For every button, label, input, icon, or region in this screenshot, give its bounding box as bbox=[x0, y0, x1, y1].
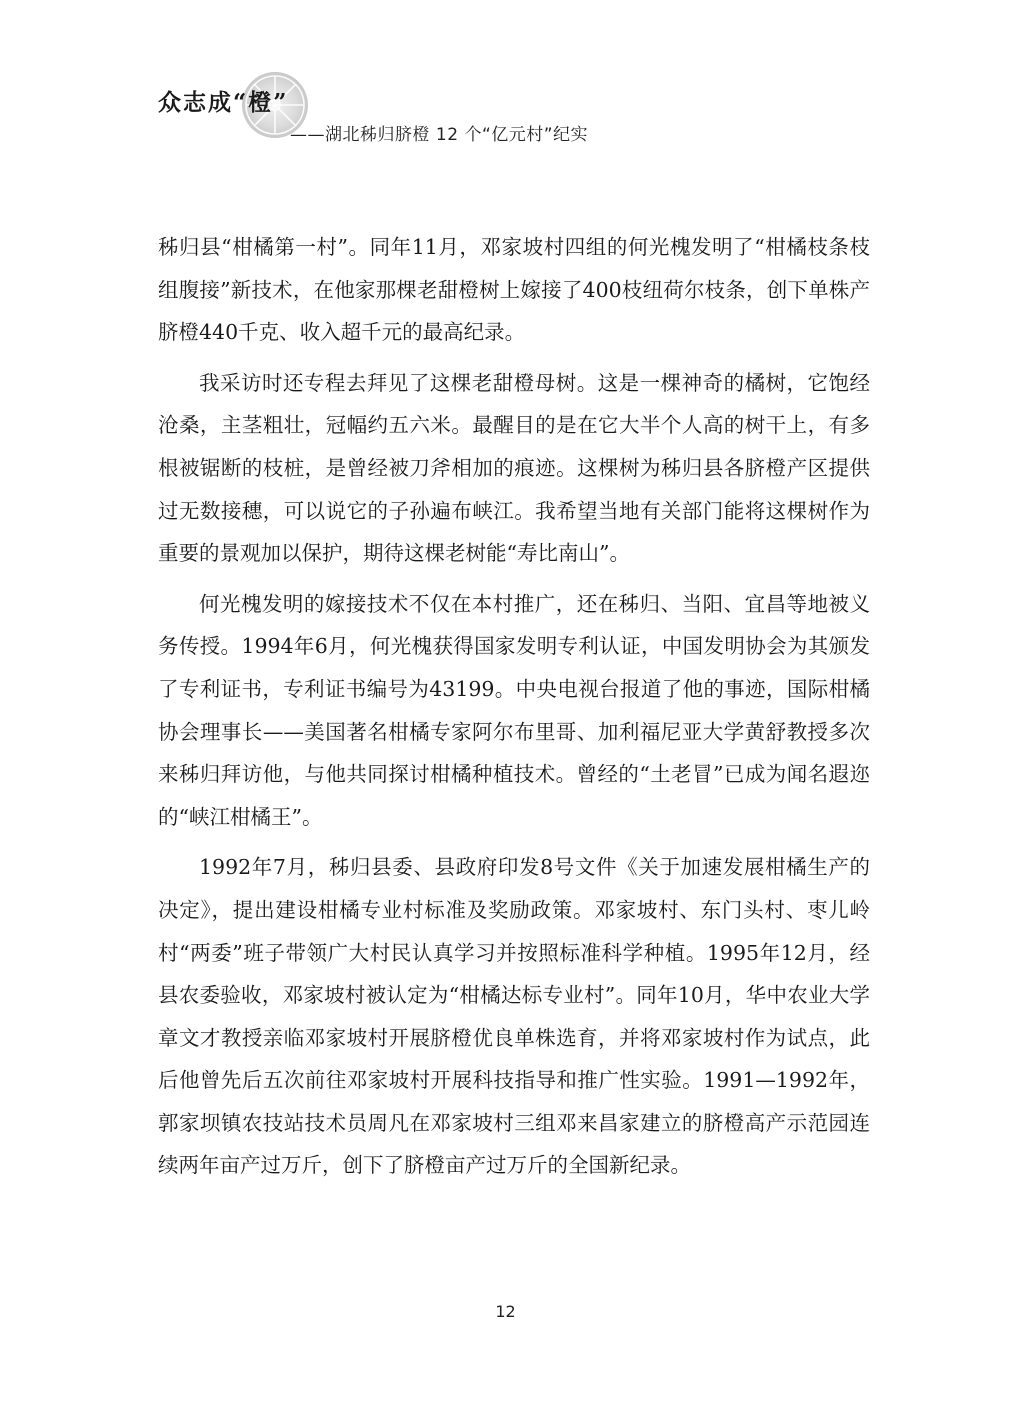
page-number: 12 bbox=[495, 1302, 516, 1321]
paragraph-2: 我采访时还专程去拜见了这棵老甜橙母树。这是一棵神奇的橘树，它饱经沧桑，主茎粗壮，冠幅约五六米。最醒目的是在它大半个人高的树干上，有多根被锯断的枝桩，是曾经被刀斧相加的痕迹。这棵树为秭归县各脐橙产区提供过无数接穗，可以说它的子孙遍布峡江。我希望当地有关部门能将这棵树作为重要的景观加以保护，期待这棵老树能“寿比南山”。 bbox=[158, 370, 870, 566]
running-header bbox=[158, 72, 858, 172]
book-title bbox=[158, 84, 288, 117]
body-text bbox=[158, 226, 870, 1195]
paragraph-3: 何光槐发明的嫁接技术不仅在本村推广，还在秭归、当阳、宜昌等地被义务传授。1994年6月，何光槐获得国家发明专利认证，中国发明协会为其颁发了专利证书，专利证书编号为43199。中央电视台报道了他的事迹，国际柑橘协会理事长——美国著名柑橘专家阿尔布里哥、加利福尼亚大学黄舒教授多次来秭归拜访他，与他共同探讨柑橘种植技术。曾经的“土老冒”已成为闻名遐迩的“峡江柑橘王”。 bbox=[158, 591, 870, 829]
book-title-accent: “橙” bbox=[233, 89, 289, 116]
paragraph-4: 1992年7月，秭归县委、县政府印发8号文件《关于加速发展柑橘生产的决定》，提出建设柑橘专业村标准及奖励政策。邓家坡村、东门头村、枣儿岭村“两委”班子带领广大村民认真学习并按照标准科学种植。1995年12月，经县农委验收，邓家坡村被认定为“柑橘达标专业村”。同年10月，华中农业大学章文才教授亲临邓家坡村开展脐橙优良单株选育，并将邓家坡村作为试点，此后他曾先后五次前往邓家坡村开展科技指导和推广性实验。1991—1992年，郭家坝镇农技站技术员周凡在邓家坡村三组邓来昌家建立的脐橙高产示范园连续两年亩产过万斤，创下了脐橙亩产过万斤的全国新纪录。 bbox=[158, 855, 870, 1178]
book-title-main: 众志成 bbox=[158, 89, 233, 116]
book-subtitle: ——湖北秭归脐橙 12 个“亿元村”纪实 bbox=[290, 125, 589, 145]
paragraph-1: 秭归县“柑橘第一村”。同年11月，邓家坡村四组的何光槐发明了“柑橘枝条枝组腹接”新技术，在他家那棵老甜橙树上嫁接了400枝纽荷尔枝条，创下单株产脐橙440千克、收入超千元的最高纪录。 bbox=[158, 235, 870, 345]
